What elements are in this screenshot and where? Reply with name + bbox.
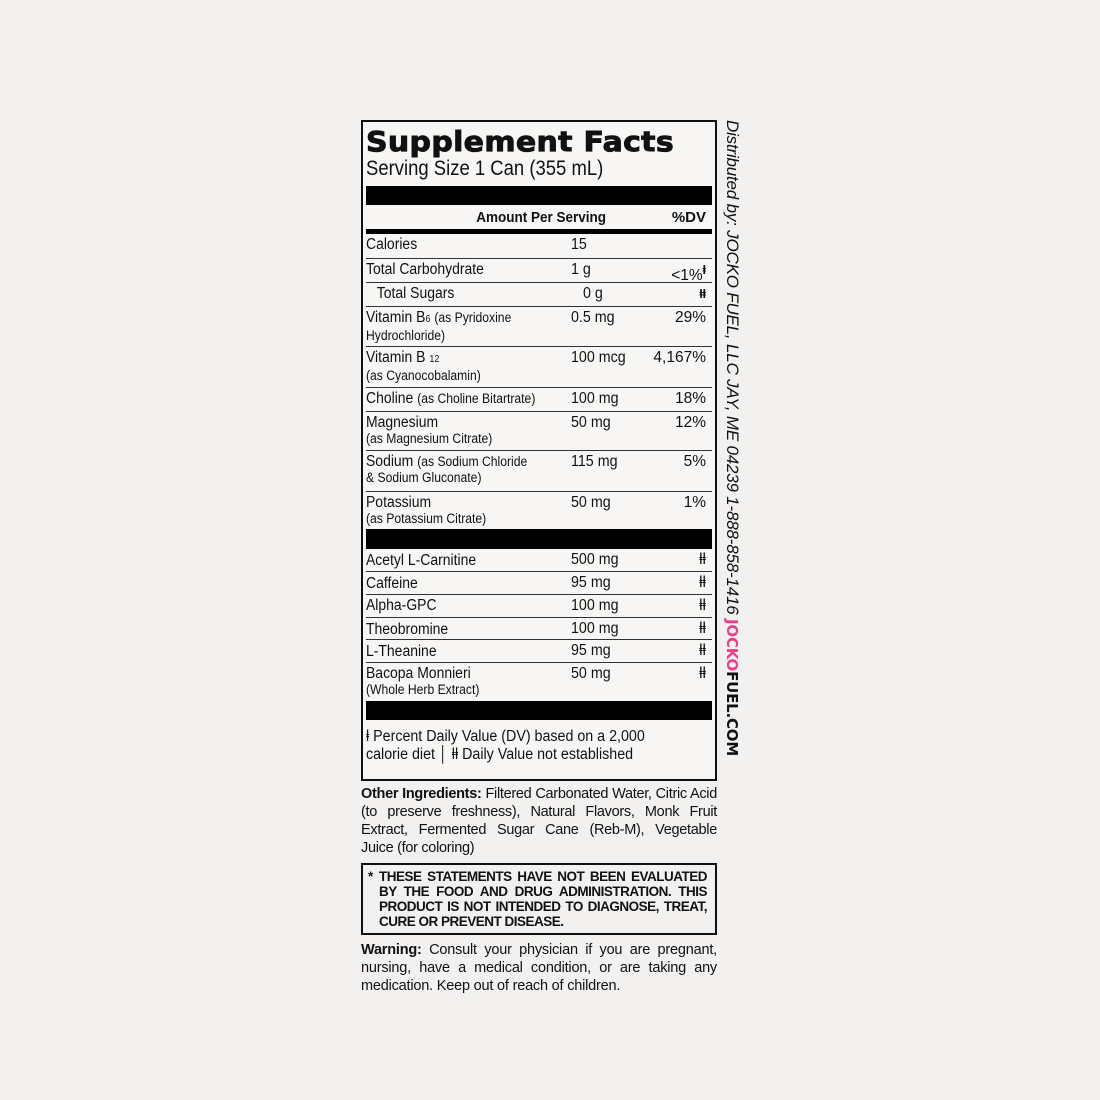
nutrient-row: Choline (as Choline Bitartrate) 100 mg 18% [366,388,712,412]
ingredient-row: L-Theanine 95 mg ⱡⱡ [366,640,712,663]
ingredient-row: Theobromine 100 mg ⱡⱡ [366,618,712,640]
dv-footnote: ⱡ Percent Daily Value (DV) based on a 2,000 calorie diet │ ⱡⱡ Daily Value not established [366,728,645,763]
fda-disclaimer: * THESE STATEMENTS HAVE NOT BEEN EVALUATED BY THE FOOD AND DRUG ADMINISTRATION. THIS PRODUCT IS NOT INTENDED TO DIAGNOSE, TREAT, CURE OR PREVENT DISEASE. [361,863,717,935]
supplement-label [361,120,717,995]
distributor-side-text: Distributed by: JOCKO FUEL, LLC JAY, ME 04239 1-888-858-1416 JOCKOFUEL.COM [723,120,742,757]
warning-text: Warning: Consult your physician if you are pregnant, nursing, have a medical condition, or are taking any medication. Keep out of reach of children. [361,942,717,994]
divider-bar [366,529,712,549]
divider-bar [366,186,712,205]
other-ingredients: Other Ingredients: Filtered Carbonated Water, Citric Acid (to preserve freshness), Natural Flavors, Monk Fruit Extract, Fermented Sugar Cane (Reb-M), Vegetable Juice (for coloring) [361,786,717,856]
column-header [366,205,712,234]
nutrient-row: Total Sugars 0 g ⱡⱡ [366,283,712,307]
amount-per-serving-header: Amount Per Serving [476,208,606,226]
panel-title: Supplement Facts [366,125,674,158]
ingredient-row: Bacopa Monnieri (Whole Herb Extract) 50 mg ⱡⱡ [366,665,706,697]
nutrient-row: Calories 15 [366,234,712,259]
nutrient-row: Vitamin B6 (as Pyridoxine Hydrochloride) 0.5 mg 29% [366,307,712,347]
ingredient-row: Caffeine 95 mg ⱡⱡ [366,572,712,595]
nutrient-row: Magnesium (as Magnesium Citrate) 50 mg 12% [366,412,712,451]
website-brand-black: FUEL.COM [723,671,741,757]
ingredient-row: Acetyl L-Carnitine 500 mg ⱡⱡ [366,549,712,572]
nutrient-row: Sodium (as Sodium Chloride & Sodium Gluconate) 115 mg 5% [366,451,712,492]
supplement-facts-panel [361,120,717,781]
serving-size: Serving Size 1 Can (355 mL) [366,157,604,180]
nutrient-row: Vitamin B 12 (as Cyanocobalamin) 100 mcg 4,167% [366,347,712,388]
website-brand-pink: JOCKO [723,619,741,672]
nutrient-row: Total Carbohydrate 1 g <1%$^ⱡ$ [366,259,712,283]
dv-header: %DV [671,208,706,226]
ingredient-row: Alpha-GPC 100 mg ⱡⱡ [366,595,712,618]
divider-bar [366,701,712,720]
nutrient-row: Potassium (as Potassium Citrate) 50 mg 1% [366,494,706,526]
